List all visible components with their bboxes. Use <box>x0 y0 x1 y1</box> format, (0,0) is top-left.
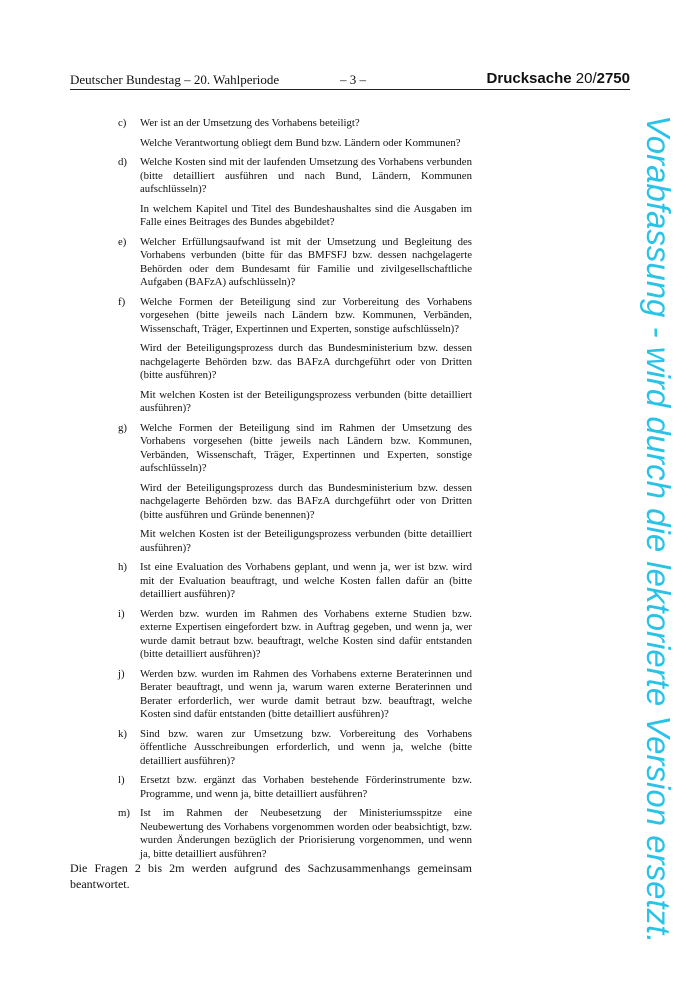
question-item <box>118 156 472 230</box>
header-publication: Deutscher Bundestag – 20. Wahlperiode <box>70 72 280 87</box>
question-paragraph: Ist im Rahmen der Neubesetzung der Ministeriumsspitze eine Neubewertung des Vorhabens vorgenommen worden oder beabsichtigt, bzw. wurden Änderungen bezüglich der Priorisierung vorgenommen, und wenn ja, bitte detailliert ausführen? <box>140 807 472 860</box>
question-letter: e) <box>118 235 127 248</box>
question-paragraph: Ist eine Evaluation des Vorhabens geplant, und wenn ja, wer ist bzw. wird mit der Evaluation beauftragt, und welche Kosten fallen dafür an (bitte detailliert ausführen)? <box>140 561 472 600</box>
closing-paragraph: Die Fragen 2 bis 2m werden aufgrund des Sachzusammenhangs gemeinsam beantwortet. <box>70 861 472 891</box>
question-paragraph: In welchem Kapitel und Titel des Bundeshaushaltes sind die Ausgaben im Falle eines Beitrages des Bundes abgebildet? <box>140 202 472 228</box>
question-paragraph: Welche Verantwortung obliegt dem Bund bzw. Ländern oder Kommunen? <box>140 136 461 149</box>
question-item <box>118 608 472 662</box>
question-paragraph: Wird der Beteiligungsprozess durch das Bundesministerium bzw. dessen nachgelagerte Behörden bzw. das BAFzA durchgeführt oder von Dritten (bitte ausführen)? <box>140 342 472 381</box>
question-letter: i) <box>118 607 125 620</box>
header-rule <box>70 89 630 90</box>
question-letter: d) <box>118 156 127 168</box>
question-letter: j) <box>118 667 125 680</box>
question-item <box>118 561 472 602</box>
question-item <box>118 117 472 150</box>
draft-watermark: Vorabfassung - wird durch die lektorierte Version ersetzt. <box>640 115 677 944</box>
question-paragraph: Ersetzt bzw. ergänzt das Vorhaben bestehende Förderinstrumente bzw. Programme, und wenn ja, bitte detailliert ausführen? <box>140 774 472 800</box>
question-paragraph: Welcher Erfüllungsaufwand ist mit der Umsetzung und Begleitung des Vorhabens verbunden (bitte für das BMFSFJ bzw. dessen nachgelagerte Behörden oder dem Bundesamt für Familie und zivilgesellschaftliche Aufgaben (BAFzA) aufschlüsseln)? <box>140 235 472 288</box>
header-document-number <box>487 70 630 87</box>
question-letter: g) <box>118 421 127 434</box>
question-paragraph: Welche Kosten sind mit der laufenden Umsetzung des Vorhabens verbunden (bitte detailliert ausführen und nach Bund, Ländern, Kommunen aufschlüsseln)? <box>140 156 472 195</box>
question-paragraph: Wer ist an der Umsetzung des Vorhabens beteiligt? <box>140 117 360 129</box>
question-list <box>118 117 472 867</box>
question-letter: m) <box>118 807 130 819</box>
question-item <box>118 807 472 861</box>
header-number-suffix: 2750 <box>596 70 630 87</box>
question-letter: l) <box>118 774 125 786</box>
question-item <box>118 774 472 801</box>
question-item <box>118 296 472 416</box>
question-paragraph: Welche Formen der Beteiligung sind im Rahmen der Umsetzung des Vorhabens vorgesehen (bitte jeweils nach Ländern bzw. Kommunen, Verbänden, Wissenschaft, Träger, Expertinnen und Experten, sonstige aufschlüsseln)? <box>140 421 472 474</box>
question-letter: k) <box>118 727 127 740</box>
header-number-prefix: 20/ <box>575 70 597 87</box>
question-paragraph: Mit welchen Kosten ist der Beteiligungsprozess verbunden (bitte detailliert ausführen)? <box>140 388 472 414</box>
question-paragraph: Sind bzw. waren zur Umsetzung bzw. Vorbereitung des Vorhabens öffentliche Ausschreibungen erforderlich, und wenn ja, welche (bitte detailliert ausführen)? <box>140 727 472 767</box>
question-paragraph: Mit welchen Kosten ist der Beteiligungsprozess verbunden (bitte detailliert ausführen)? <box>140 528 472 554</box>
question-paragraph: Wird der Beteiligungsprozess durch das Bundesministerium bzw. dessen nachgelagerte Behörden bzw. das BAFzA durchgeführt oder von Dritten (bitte ausführen und Gründe benennen)? <box>140 481 472 521</box>
question-item <box>118 422 472 556</box>
header-drucksache-label: Drucksache <box>486 70 572 87</box>
header-page-number: – 3 – <box>340 72 366 87</box>
question-letter: h) <box>118 561 127 573</box>
page-header <box>70 72 630 90</box>
question-paragraph: Welche Formen der Beteiligung sind zur Vorbereitung des Vorhabens vorgesehen (bitte jeweils nach Ländern bzw. Kommunen, Verbänden, Wissenschaft, Träger, Expertinnen und Experten, sonstige aufschlüsseln)? <box>140 295 472 335</box>
question-letter: c) <box>118 117 127 129</box>
question-item <box>118 668 472 722</box>
question-item <box>118 728 472 769</box>
question-paragraph: Werden bzw. wurden im Rahmen des Vorhabens externe Beraterinnen und Berater beauftragt, und wenn ja, warum waren externe Beraterinnen und Berater erforderlich, wer wurde damit betraut bzw. beauftragt, welche Kosten sind dafür entstanden (bitte detailliert ausführen)? <box>140 667 472 720</box>
question-letter: f) <box>118 295 126 308</box>
question-paragraph: Werden bzw. wurden im Rahmen des Vorhabens externe Studien bzw. externe Expertisen eingefordert bzw. in Auftrag gegeben, und wenn ja, wer wurde damit betraut bzw. beauftragt, welche Kosten sind dafür entstanden (bitte detailliert ausführen)? <box>140 607 472 660</box>
question-item <box>118 236 472 290</box>
